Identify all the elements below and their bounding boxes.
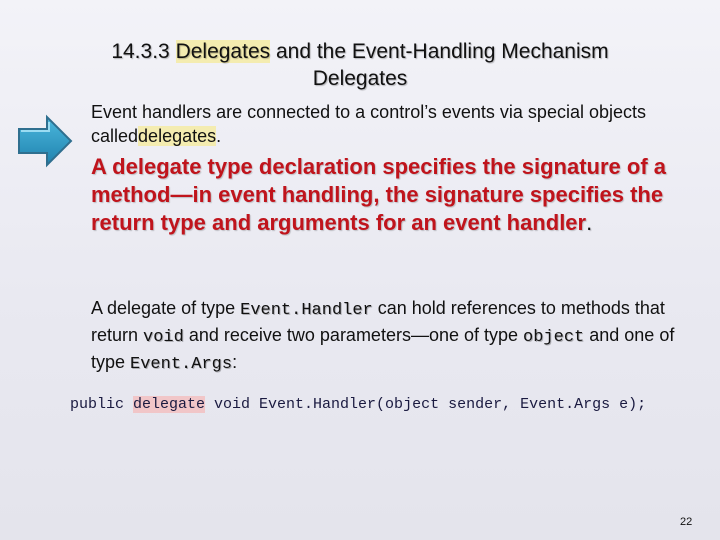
bullet-3-text: and receive two parameters—one of type bbox=[183, 325, 524, 345]
bullet-3 bbox=[91, 296, 701, 377]
code-line bbox=[70, 396, 646, 413]
bullet-2-text-a: A delegate type declaration specifies the signature of a method bbox=[91, 154, 667, 207]
code-object: object bbox=[523, 328, 585, 347]
bullet-1-text-d: d bbox=[128, 126, 139, 146]
highlight-delegates: delegates bbox=[138, 126, 217, 146]
code-event-handler: Event.Handler bbox=[240, 301, 373, 320]
bullet-2 bbox=[91, 153, 701, 237]
bullet-3-text: and one of type bbox=[91, 325, 675, 372]
right-arrow-icon bbox=[17, 114, 75, 168]
code-void: void bbox=[143, 328, 184, 347]
bullet-2-text-b: —in event handling, the signature specifies the return type and arguments for an event handler bbox=[91, 182, 664, 235]
bullet-3-text: A delegate of type bbox=[91, 298, 241, 318]
bullet-2-period: . bbox=[586, 210, 593, 235]
slide-title bbox=[40, 38, 680, 92]
bullet-1-period: . bbox=[216, 126, 222, 146]
code-public: public bbox=[70, 396, 134, 413]
bullet-3-text: can hold references to methods that return bbox=[91, 298, 665, 345]
title-highlight-delegates: Delegates bbox=[175, 40, 271, 63]
title-rest: and the Event-Handling Mechanism bbox=[270, 40, 609, 63]
code-rest: void Event.Handler(object sender, Event.Args e); bbox=[205, 396, 647, 413]
bullet-3-colon: : bbox=[232, 352, 238, 372]
title-section-number: 14.3.3 bbox=[111, 40, 170, 63]
bullet-1-text: Event handlers are connected to a control’s events via special objects calle bbox=[91, 102, 646, 146]
highlight-delegate-keyword: delegate bbox=[133, 396, 206, 413]
code-event-args: Event.Args bbox=[130, 355, 233, 374]
bullet-1 bbox=[91, 100, 701, 148]
title-line2: Delegates bbox=[312, 67, 408, 90]
page-number: 22 bbox=[680, 516, 693, 528]
